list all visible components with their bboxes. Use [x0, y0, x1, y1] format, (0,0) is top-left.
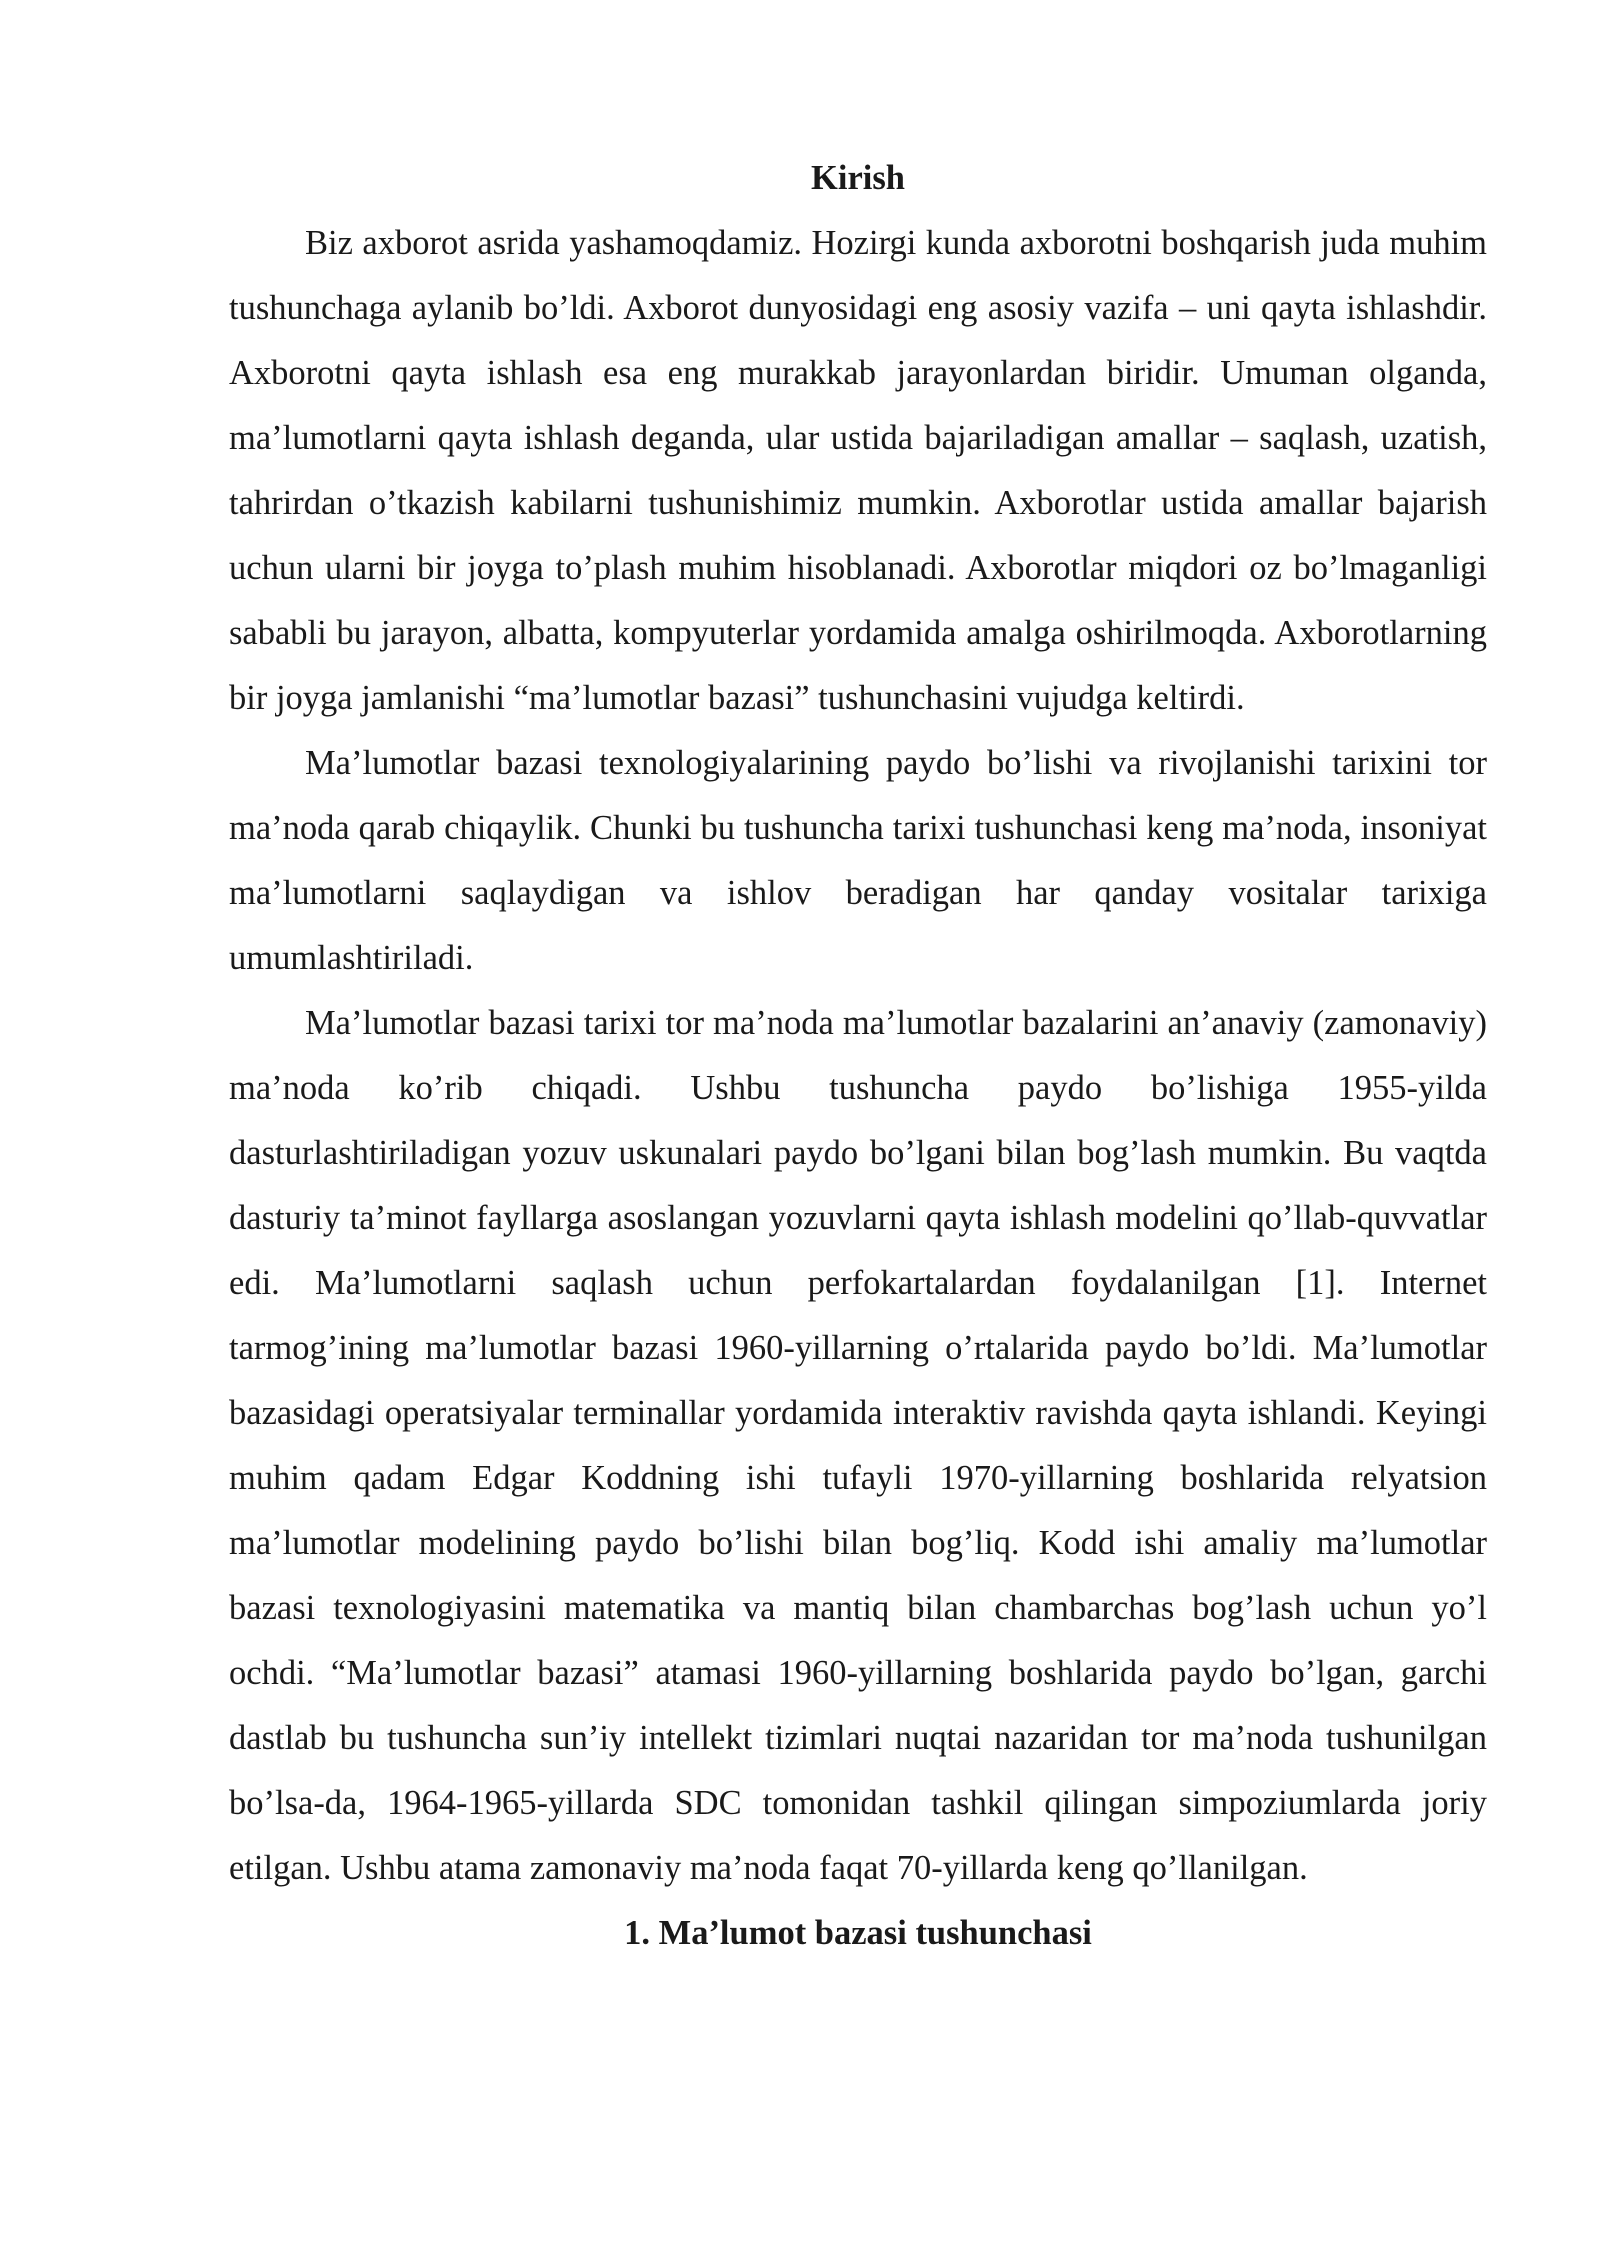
document-page	[229, 146, 1487, 1966]
paragraph-intro: Biz axborot asrida yashamoqdamiz. Hozirgi kunda axborotni boshqarish juda muhim tushunchaga aylanib bo’ldi. Axborot dunyosidagi eng asosiy vazifa – uni qayta ishlashdir. Axborotni qayta ishlash esa eng murakkab jarayonlardan biridir. Umuman olganda, ma’lumotlarni qayta ishlash deganda, ular ustida bajariladigan amallar – saqlash, uzatish, tahrirdan o’tkazish kabilarni tushunishimiz mumkin. Axborotlar ustida amallar bajarish uchun ularni bir joyga to’plash muhim hisoblanadi. Axborotlar miqdori oz bo’lmaganligi sababli bu jarayon, albatta, kompyuterlar yordamida amalga oshirilmoqda. Axborotlarning bir joyga jamlanishi “ma’lumotlar bazasi” tushunchasini vujudga keltirdi.	[229, 224, 1487, 717]
paragraph-history-narrow: Ma’lumotlar bazasi texnologiyalarining paydo bo’lishi va rivojlanishi tarixini tor ma’noda qarab chiqaylik. Chunki bu tushuncha tarixi tushunchasi keng ma’noda, insoniyat ma’lumotlarni saqlaydigan va ishlov beradigan har qanday vositalar tarixiga umumlashtiriladi.	[229, 744, 1487, 977]
intro-heading: Kirish	[811, 159, 905, 197]
paragraph-history-detail: Ma’lumotlar bazasi tarixi tor ma’noda ma’lumotlar bazalarini an’anaviy (zamonaviy) ma’noda ko’rib chiqadi. Ushbu tushuncha paydo bo’lishiga 1955-yilda dasturlashtiriladigan yozuv uskunalari paydo bo’lgani bilan bog’lash mumkin. Bu vaqtda dasturiy ta’minot fayllarga asoslangan yozuvlarni qayta ishlash modelini qo’llab-quvvatlar edi. Ma’lumotlarni saqlash uchun perfokartalardan foydalanilgan [1]. Internet tarmog’ining ma’lumotlar bazasi 1960-yillarning o’rtalarida paydo bo’ldi. Ma’lumotlar bazasidagi operatsiyalar terminallar yordamida interaktiv ravishda qayta ishlandi. Keyingi muhim qadam Edgar Koddning ishi tufayli 1970-yillarning boshlarida relyatsion ma’lumotlar modelining paydo bo’lishi bilan bog’liq. Kodd ishi amaliy ma’lumotlar bazasi texnologiyasini matematika va mantiq bilan chambarchas bog’lash uchun yo’l ochdi. “Ma’lumotlar bazasi” atamasi 1960-yillarning boshlarida paydo bo’lgan, garchi dastlab bu tushuncha sun’iy intellekt tizimlari nuqtai nazaridan tor ma’noda tushunilgan bo’lsa-da, 1964-1965-yillarda SDC tomonidan tashkil qilingan simpoziumlarda joriy etilgan. Ushbu atama zamonaviy ma’noda faqat 70-yillarda keng qo’llanilgan.	[229, 1004, 1487, 1887]
section-heading: 1. Ma’lumot bazasi tushunchasi	[624, 1914, 1092, 1952]
